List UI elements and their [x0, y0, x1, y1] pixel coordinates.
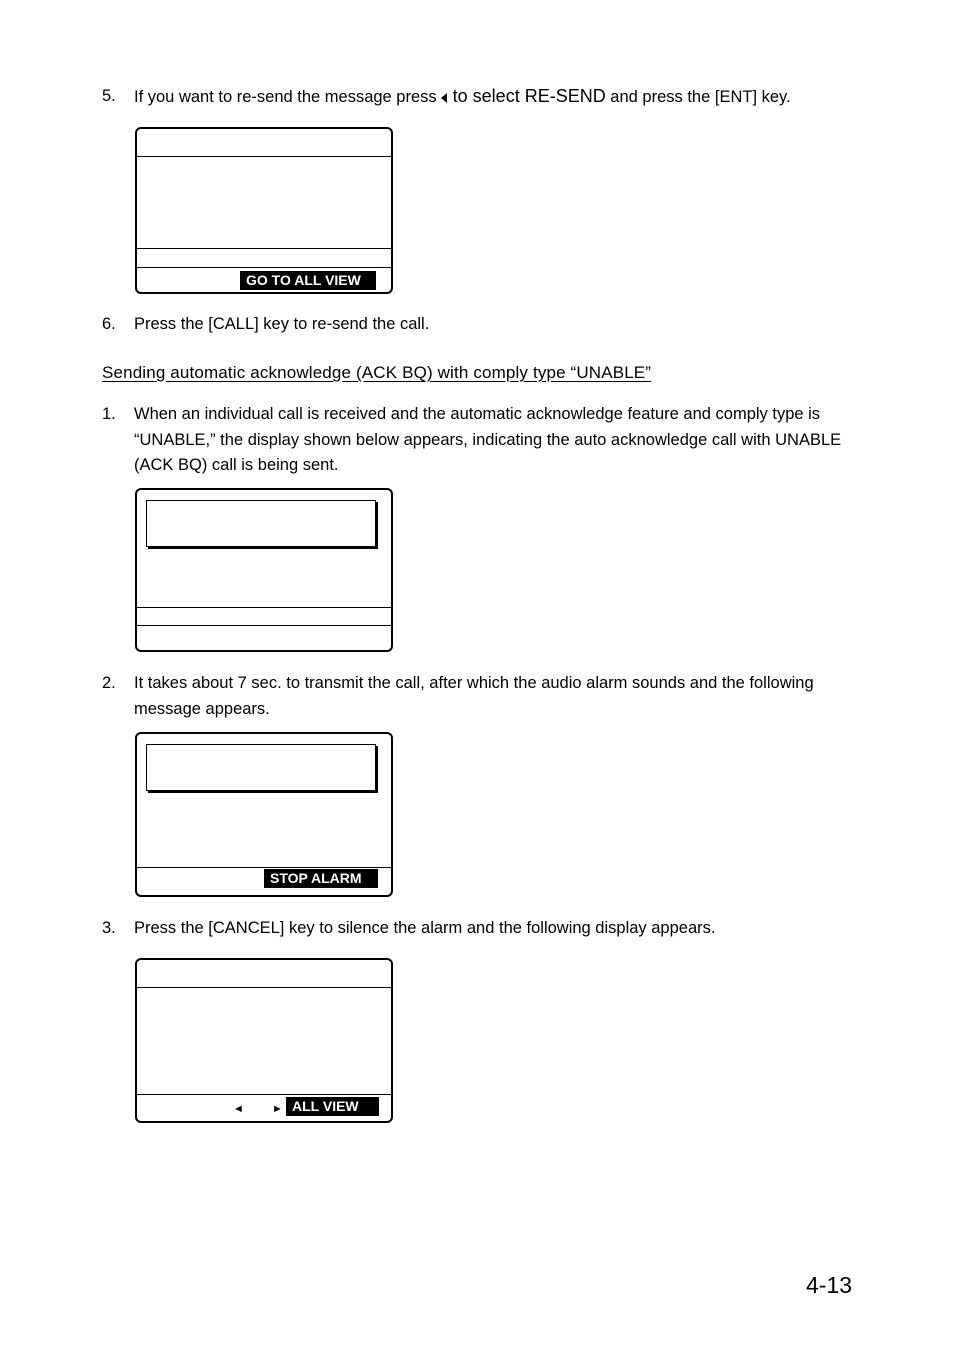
divider — [137, 607, 391, 608]
display-screen-sending — [135, 488, 393, 652]
step-5-text-a: If you want to re-send the message press — [134, 88, 437, 106]
popup-box — [146, 500, 376, 547]
right-arrow-icon[interactable]: ► — [272, 1103, 283, 1115]
page-number: 4-13 — [806, 1272, 853, 1298]
step-6-text: Press the [CALL] key to re-send the call. — [134, 315, 430, 333]
left-arrow-icon[interactable]: ◄ — [233, 1103, 244, 1115]
divider — [137, 625, 391, 626]
unable-step-1-number: 1. — [102, 405, 116, 423]
unable-step-1-text: When an individual call is received and the automatic acknowledge feature and comply type is “UNABLE,” the display shown below appears, indicating the auto acknowledge call with UNABLE (ACK BQ) call is being sent. — [134, 405, 842, 474]
unable-step-3-text: Press the [CANCEL] key to silence the alarm and the following display appears. — [134, 919, 716, 937]
divider — [137, 156, 391, 157]
popup-box — [146, 744, 376, 791]
unable-step-2-number: 2. — [102, 674, 116, 692]
unable-step-3-number: 3. — [102, 919, 116, 937]
display-screen-after-cancel — [135, 958, 393, 1123]
triangle-left-icon — [441, 93, 447, 103]
display-screen-alarm — [135, 732, 393, 897]
unable-step-2-text: It takes about 7 sec. to transmit the call, after which the audio alarm sounds and the following message appears. — [134, 674, 814, 718]
divider — [137, 267, 391, 268]
step-5-text-b: to select RE-SEND — [452, 86, 606, 106]
step-6-number: 6. — [102, 315, 116, 333]
section-heading: Sending automatic acknowledge (ACK BQ) with comply type “UNABLE” — [102, 363, 652, 382]
all-view-softkey[interactable]: ALL VIEW — [286, 1097, 379, 1116]
divider — [137, 867, 391, 868]
display-screen-resend — [135, 127, 393, 294]
go-to-all-view-softkey[interactable]: GO TO ALL VIEW — [240, 271, 376, 290]
stop-alarm-softkey[interactable]: STOP ALARM — [264, 869, 378, 888]
step-5-text-c: and press the [ENT] key. — [610, 88, 791, 106]
divider — [137, 1094, 391, 1095]
step-5-text — [134, 84, 859, 111]
step-5-number: 5. — [102, 87, 116, 105]
divider — [137, 987, 391, 988]
divider — [137, 248, 391, 249]
